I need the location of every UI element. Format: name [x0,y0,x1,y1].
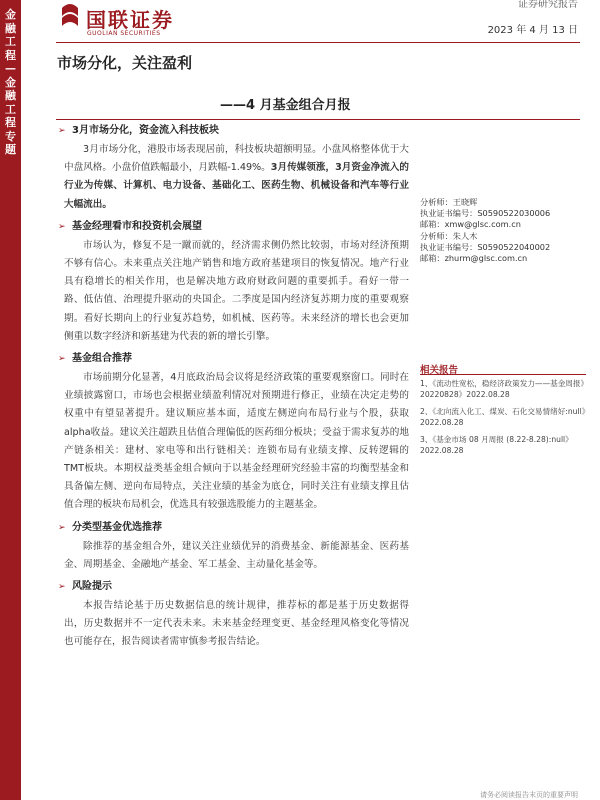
related-report-link[interactable]: 1、《流动性宽松，稳经济政策发力——基金周报》20220828》2022.08.28 [420,379,585,399]
side-band-label: 金融工程—金融工程专题 [5,8,16,156]
report-title: 市场分化，关注盈利 [57,54,193,72]
logo-name: 国联证券 [86,8,174,32]
report-date: 2023 年 4 月 13 日 [487,25,578,36]
analyst-email[interactable]: 邮箱：xmw@glsc.com.cn [420,219,521,230]
header-divider [56,42,580,43]
section [58,352,411,515]
logo-name-en: GUOLIAN SECURITIES [87,30,161,37]
analyst-license: 执业证书编号：S0590522040002 [420,241,551,252]
footer-disclaimer: 请务必阅读报告末页的重要声明 [480,791,578,799]
report-subtitle: ——4 月基金组合月报 [220,98,351,113]
section-paragraph: 除推荐的基金组合外，建议关注业绩优异的消费基金、新能源基金、医药基金、周期基金、金融地产基金、军工基金、主动量化基金等。 [64,540,409,570]
analyst-license: 执业证书编号：S0590522030006 [420,208,551,219]
related-reports-list [420,378,586,462]
bullet-icon: ➢ [58,582,66,593]
logo-icon [58,2,82,32]
related-report-link[interactable]: 3、《基金市场 08 月周报 (8.22-8.28):null》2022.08.28 [420,435,573,455]
section-heading: ➢ 分类型基金优选推荐 [58,521,162,533]
analyst-info [420,197,590,264]
bullet-icon: ➢ [58,221,66,232]
section [58,124,411,214]
bullet-icon: ➢ [58,354,66,365]
section [58,521,411,574]
section [58,220,411,346]
analyst-name: 分析师：朱人木 [420,230,478,241]
section-heading: ➢ 3月市场分化，资金流入科技板块 [58,125,219,136]
related-report-link[interactable]: 2、《北向流入化工、煤炭、石化交易情绪好:null》2022.08.28 [420,407,586,427]
section-paragraph: 本报告结论基于历史数据信息的统计规律，推荐标的都是基于历史数据得出，历史数据并不一定代表未来。未来基金经理变更、基金经理风格变化等情况也可能存在，报告阅读者需审慎参考报告结论。 [64,600,409,648]
related-reports-title: 相关报告 [420,365,459,376]
section-paragraph: 3月市场分化，港股市场表现居前，科技板块超额明显。小盘风格整体优于大中盘风格。小盘价值跌幅最小，月跌幅-1.49%。3月传媒领涨，3月资金净流入的行业为传媒、计算机、电力设备、基础化工、医药生物、机械设备和汽车等行业大幅流出。 [64,144,409,210]
document-type: 证券研究报告 [518,0,578,10]
bullet-icon: ➢ [58,126,66,136]
section-paragraph: 市场认为，修复不是一蹴而就的，经济需求侧仍然比较弱，市场对经济预期不够有信心。未来重点关注地产销售和地方政府基建项目的恢复情况。地产行业具有稳增长的相关作用，也是解决地方政府财政问题的重要抓手。看好一带一路、低估值、治理提升驱动的央国企。二季度是国内经济复苏期力度的重要观察期。看好长期向上的行业复苏趋势，如机械、医药等。未来经济的增长也会更加侧重以数字经济和新基建为代表的新的增长引擎。 [64,239,409,342]
analyst-name: 分析师：王晓辉 [420,197,478,207]
analyst-email[interactable]: 邮箱：zhurm@glsc.com.cn [420,253,528,264]
section [58,580,411,652]
related-divider [420,374,586,375]
main-column [58,124,411,652]
section-heading: ➢ 风险提示 [58,581,112,593]
section-heading: ➢ 基金组合推荐 [58,353,132,365]
title-divider [56,119,580,120]
section-paragraph: 市场前期分化显著，4月底政治局会议将是经济政策的重要观察窗口。同时在业绩披露窗口，市场也会根据业绩盈利情况对预期进行修正，业绩在决定走势的权重中有望显著提升。建议顺应基本面，适度左侧逆向布局行业与个股，获取alpha收益。建议关注超跌且估值合理偏低的医药细分板块；受益于需求复苏的地产链条相关：建材、家电等和出行链相关：连锁布局有业绩支撑、反转逻辑的TMT板块。本期权益类基金组合倾向于以基金经理研究经验丰富的均衡型基金和具备偏左侧、逆向布局特点，关注业绩的基金为底仓，同时关注有业绩支撑且估值合理的板块布局机会，优选具有较强选股能力的主题基金。 [64,372,409,511]
section-heading: ➢ 基金经理看市和投资机会展望 [58,220,202,232]
bullet-icon: ➢ [58,522,66,533]
